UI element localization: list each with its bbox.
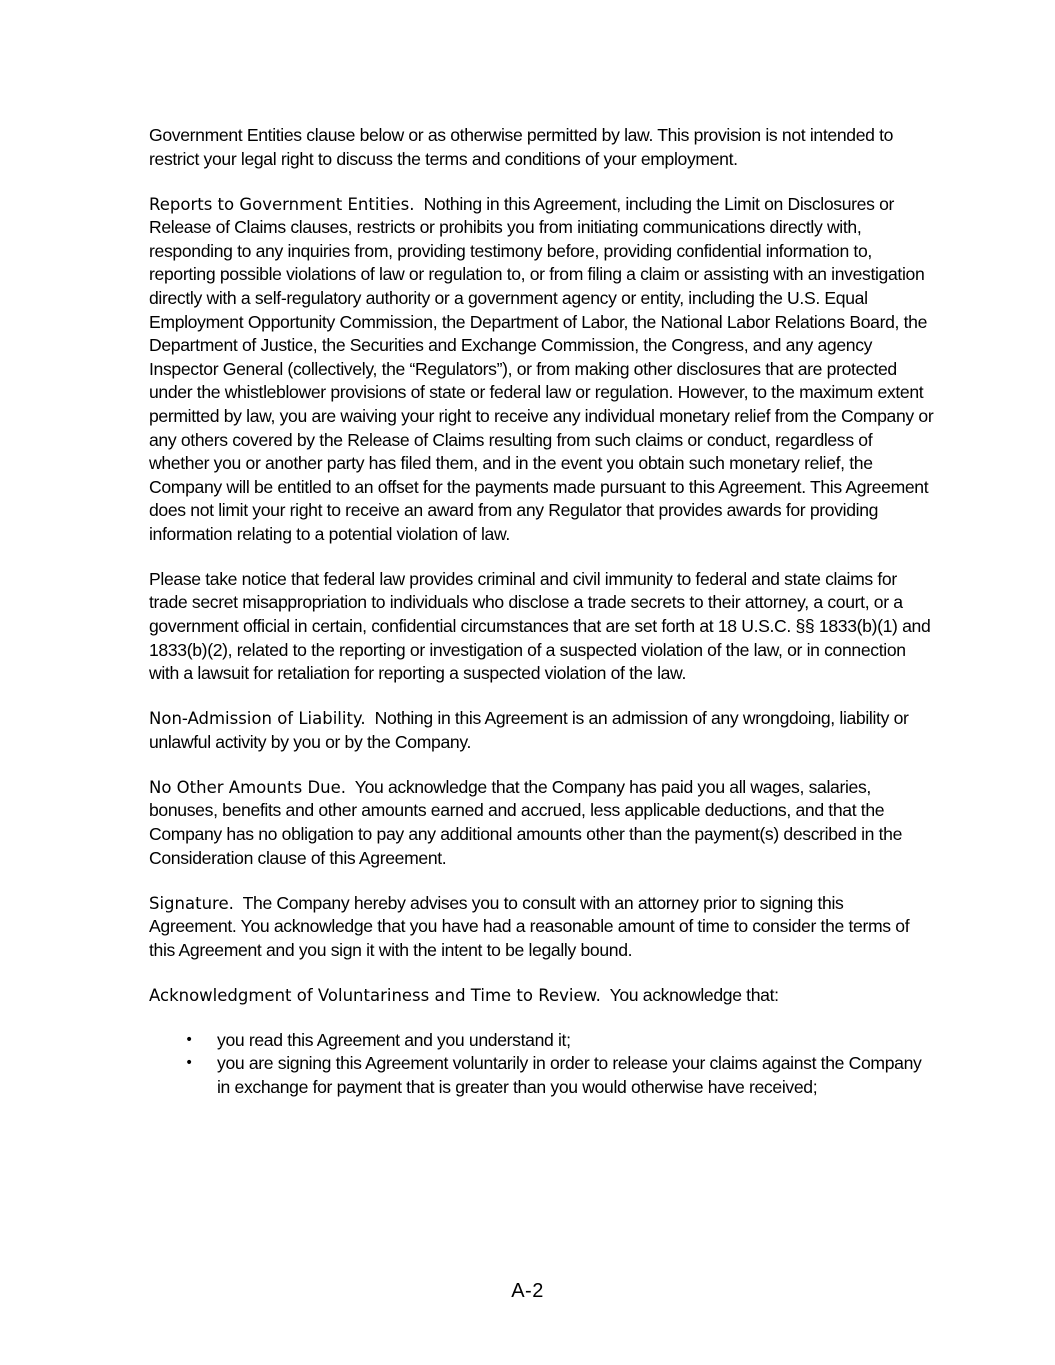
document-body (149, 124, 934, 1100)
list-item (149, 1029, 934, 1053)
bullet-icon: • (185, 1055, 193, 1072)
bullet-icon: • (185, 1031, 193, 1048)
reports-to-government-section (149, 193, 934, 547)
non-admission-body: Nothing in this Agreement is an admission of any wrongdoing, liability or unlawful activity by you or by the Company. (149, 708, 909, 752)
reports-to-government-heading: Reports to Government Entities. (149, 194, 415, 214)
acknowledgment-list (149, 1029, 934, 1100)
acknowledgment-body: You acknowledge that: (609, 984, 779, 1005)
trade-secret-notice-paragraph: Please take notice that federal law provides criminal and civil immunity to federal and state claims for trade secret misappropriation to individuals who disclose a trade secrets to their attorney, a court, or a government official in certain, confidential circumstances that are set forth at 18 U.S.C. §§ 1833(b)(1) and 1833(b)(2), related to the reporting or investigation of a suspected violation of the law, or in connection with a lawsuit for retaliation for reporting a suspected violation of the law. (149, 568, 931, 684)
reports-to-government-body: Nothing in this Agreement, including the Limit on Disclosures or Release of Claims clauses, restricts or prohibits you from initiating communications directly with, responding to any inquiries from, providing testimony before, providing confidential information to, reporting possible violations of law or regulation to, or from filing a claim or assisting with an investigation directly with a self-regulatory authority or a government agency or entity, including the U.S. Equal Employment Opportunity Commission, the Department of Labor, the National Labor Relations Board, the Department of Justice, the Securities and Exchange Commission, the Congress, and any agency Inspector General (collectively, the “Regulators”), or from making other disclosures that are protected under the whistleblower provisions of state or federal law or regulation. However, to the maximum extent permitted by law, you are waiving your right to receive any individual monetary relief from the Company or any others covered by the Release of Claims resulting from such claims or conduct, regardless of whether you or another party has filed them, and in the event you obtain such monetary relief, the Company will be entitled to an offset for the payments made pursuant to this Agreement. This Agreement does not limit your right to receive an award from any Regulator that provides awards for providing information relating to a potential violation of law. (149, 193, 934, 544)
intro-paragraph: Government Entities clause below or as otherwise permitted by law. This provision is not intended to restrict your legal right to discuss the terms and conditions of your employment. (149, 125, 894, 169)
non-admission-heading: Non-Admission of Liability. (149, 709, 366, 729)
page-number: A-2 (511, 1280, 544, 1302)
no-other-amounts-body: You acknowledge that the Company has paid you all wages, salaries, bonuses, benefits and other amounts earned and accrued, less applicable deductions, and that the Company has no obligation to pay any additional amounts other than the payment(s) described in the Consideration clause of this Agreement. (149, 776, 903, 868)
acknowledgment-section (149, 984, 934, 1008)
acknowledgment-heading: Acknowledgment of Voluntariness and Time to Review. (149, 985, 601, 1005)
signature-body: The Company hereby advises you to consult with an attorney prior to signing this Agreement. You acknowledge that you have had a reasonable amount of time to consider the terms of this Agreement and you sign it with the intent to be legally bound. (149, 892, 910, 960)
list-item-text: you are signing this Agreement voluntarily in order to release your claims against the Company in exchange for payment that is greater than you would otherwise have received; (217, 1053, 922, 1097)
list-item-text: you read this Agreement and you understand it; (217, 1029, 571, 1050)
no-other-amounts-section (149, 776, 934, 870)
no-other-amounts-heading: No Other Amounts Due. (149, 777, 347, 797)
signature-section (149, 892, 934, 963)
list-item (149, 1052, 934, 1099)
signature-heading: Signature. (149, 893, 234, 913)
non-admission-section (149, 707, 934, 754)
